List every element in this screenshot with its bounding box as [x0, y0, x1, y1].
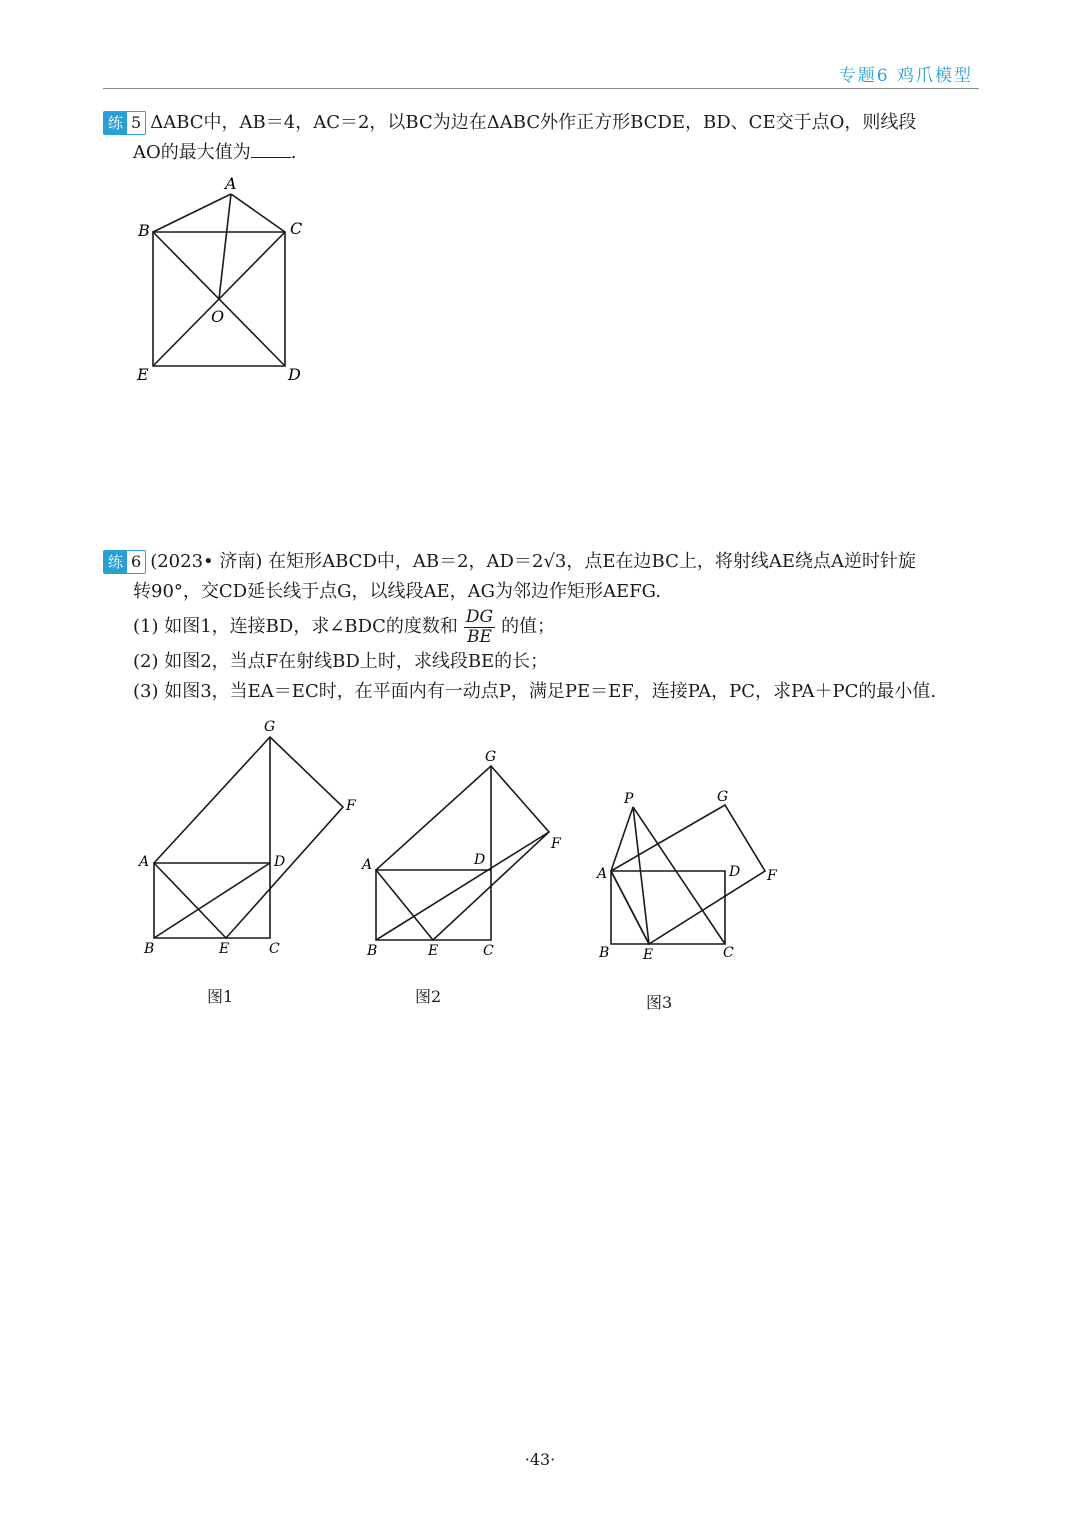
fig1-label-g: G — [264, 719, 276, 735]
fig3-label-c: C — [723, 945, 734, 961]
problem-5-badge: 练 5 — [103, 111, 146, 135]
segment-ae — [611, 871, 649, 944]
fig1-label-e: E — [219, 941, 230, 957]
rect-aefg — [154, 737, 343, 938]
point-label-d: D — [288, 365, 301, 384]
segment-bd — [154, 863, 270, 938]
rect-aefg — [376, 766, 549, 940]
fig2-label-d: D — [474, 852, 486, 868]
fig3-label-p: P — [624, 791, 634, 807]
problem-5-line-2: AO的最大值为 . — [103, 138, 983, 168]
figure-2 — [355, 745, 570, 965]
fig1-label-b: B — [144, 941, 155, 957]
fig2-label-e: E — [428, 943, 439, 959]
fig3-label-f: F — [767, 868, 777, 884]
fig2-label-b: B — [367, 943, 378, 959]
point-label-e: E — [137, 365, 149, 384]
point-label-c: C — [290, 219, 303, 238]
figure-1 — [130, 715, 373, 965]
figure-3 — [590, 785, 790, 975]
problem-5-line-1 — [103, 108, 983, 138]
fig3-label-a: A — [597, 866, 608, 882]
point-label-o: O — [211, 307, 225, 326]
problem-6-line-1 — [103, 547, 983, 577]
problem-5 — [103, 108, 983, 168]
fig2-label-a: A — [362, 857, 373, 873]
segment-ba — [153, 194, 231, 232]
fig2-label-c: C — [483, 943, 494, 959]
fig1-label-a: A — [139, 854, 150, 870]
rect-aefg — [611, 805, 765, 944]
problem-6 — [103, 547, 983, 707]
problem-6-line-2: 转90°，交CD延长线于点G，以线段AE，AG为邻边作矩形AEFG. — [133, 581, 662, 602]
chapter-title: 专题6 鸡爪模型 — [838, 66, 973, 86]
fig2-label-g: G — [485, 749, 497, 765]
page-number: ·43· — [524, 1450, 556, 1469]
fig3-label-d: D — [729, 864, 741, 880]
fig2-label-f: F — [551, 836, 561, 852]
problem-6-question-2: (2) 如图2，当点F在射线BD上时，求线段BE的长； — [133, 651, 549, 672]
figure-2-caption: 图2 — [415, 987, 442, 1006]
segment-ac — [231, 194, 285, 232]
point-label-a: A — [225, 174, 237, 193]
fig3-label-g: G — [717, 789, 729, 805]
problem-5-text-1: ΔABC中，AB＝4，AC＝2，以BC为边在ΔABC外作正方形BCDE，BD、CE交于点O，则线段 — [150, 112, 917, 133]
problem-6-question-3: (3) 如图3，当EA＝EC时，在平面内有一动点P，满足PE＝EF，连接PA，PC，求PA＋PC的最小值. — [133, 681, 937, 702]
problem-6-badge: 练 6 — [103, 550, 146, 574]
answer-blank — [251, 139, 291, 158]
fig1-label-d: D — [274, 854, 286, 870]
fraction-dg-be: $\frac{DG}{BE}$ — [465, 606, 494, 647]
figure-3-caption: 图3 — [646, 993, 673, 1012]
page-header — [103, 58, 979, 89]
problem-5-figure — [130, 172, 320, 392]
fig3-label-e: E — [643, 947, 654, 963]
fig1-label-f: F — [346, 798, 356, 814]
segment-bf — [376, 832, 549, 940]
problem-5-text-2: AO的最大值为 — [133, 142, 251, 163]
problem-6-text-1: (2023• 济南) 在矩形ABCD中，AB＝2，AD＝2√3，点E在边BC上，将射线AE绕点A逆时针旋 — [150, 551, 916, 572]
segment-pa — [611, 807, 633, 871]
figure-1-caption: 图1 — [207, 987, 234, 1006]
problem-6-question-1: (1) 如图1，连接BD，求∠BDC的度数和 $\frac{DG}{BE}$ 的值； — [133, 606, 556, 647]
segment-ao — [219, 194, 231, 299]
fig3-label-b: B — [599, 945, 610, 961]
fig1-label-c: C — [269, 941, 280, 957]
point-label-b: B — [138, 221, 150, 240]
